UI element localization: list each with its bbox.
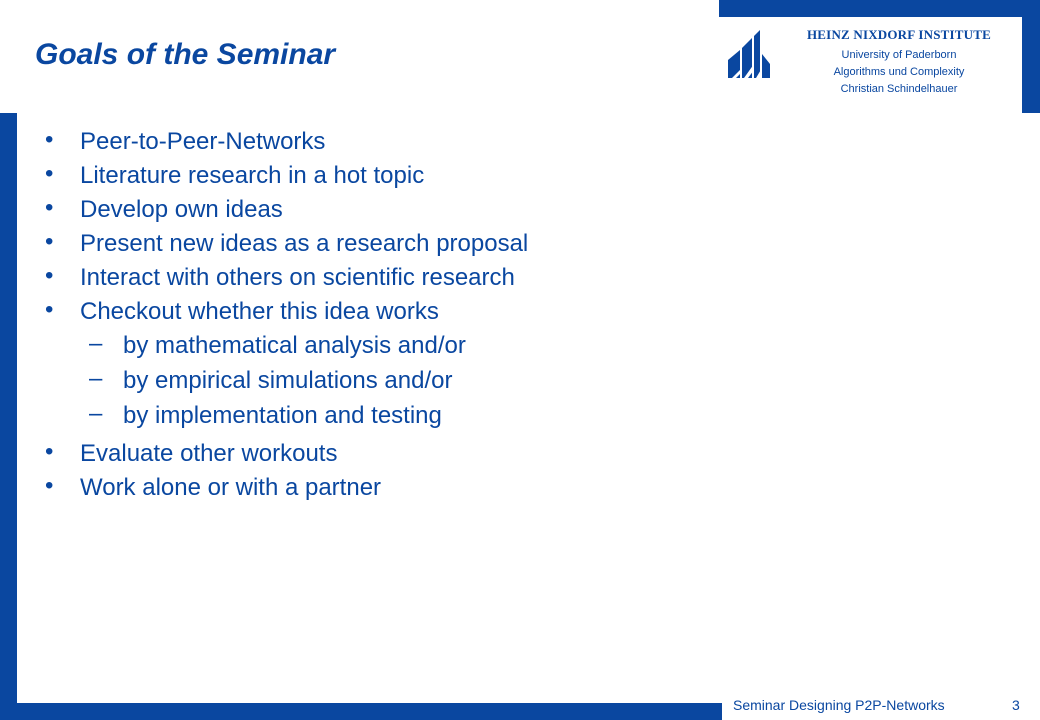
bullet-icon: •	[45, 296, 54, 323]
bullet-icon: •	[45, 160, 54, 187]
bullet-icon: •	[45, 194, 54, 221]
sub-list-item	[45, 365, 945, 400]
footer-title: Seminar Designing P2P-Networks	[733, 697, 945, 713]
bullet-icon: •	[45, 438, 54, 465]
left-frame-bar	[0, 113, 17, 720]
frame-gap	[1022, 113, 1040, 720]
bullet-icon: •	[45, 126, 54, 153]
bullet-icon: •	[45, 262, 54, 289]
slide-title: Goals of the Seminar	[35, 38, 336, 71]
list-item	[45, 438, 945, 472]
list-item	[45, 472, 945, 506]
list-item	[45, 126, 945, 160]
university-logo-icon	[726, 30, 772, 80]
list-item	[45, 194, 945, 228]
author-name: Christian Schindelhauer	[840, 83, 958, 95]
top-right-frame-bar	[719, 0, 1040, 17]
sub-list-item-text: by empirical simulations and/or	[123, 367, 453, 394]
sub-list-item-text: by mathematical analysis and/or	[123, 332, 466, 359]
sub-list-item	[45, 330, 945, 365]
bullet-icon: •	[45, 228, 54, 255]
institute-header	[780, 27, 1018, 98]
bullet-list	[45, 126, 945, 506]
page-number: 3	[1012, 697, 1020, 713]
sub-list-item-text: by implementation and testing	[123, 402, 442, 429]
list-item-text: Present new ideas as a research proposal	[80, 230, 529, 257]
bullet-icon: •	[45, 472, 54, 499]
university-name: University of Paderborn	[841, 49, 957, 61]
list-item-text: Peer-to-Peer-Networks	[80, 128, 326, 155]
sub-list-item	[45, 400, 945, 435]
research-group: Algorithms und Complexity	[833, 66, 965, 78]
list-item	[45, 160, 945, 194]
dash-icon: –	[89, 365, 103, 392]
dash-icon: –	[89, 400, 103, 427]
list-item-text: Interact with others on scientific research	[80, 264, 515, 291]
bottom-frame-bar	[0, 703, 722, 720]
list-item-text: Develop own ideas	[80, 196, 283, 223]
list-item-text: Checkout whether this idea works	[80, 298, 439, 325]
list-item	[45, 296, 945, 330]
list-item-text: Work alone or with a partner	[80, 474, 382, 501]
list-item	[45, 262, 945, 296]
list-item-text: Evaluate other workouts	[80, 440, 338, 467]
list-item	[45, 228, 945, 262]
institute-name: HEINZ NIXDORF INSTITUTE	[807, 27, 991, 42]
list-item-text: Literature research in a hot topic	[80, 162, 425, 189]
dash-icon: –	[89, 330, 103, 357]
